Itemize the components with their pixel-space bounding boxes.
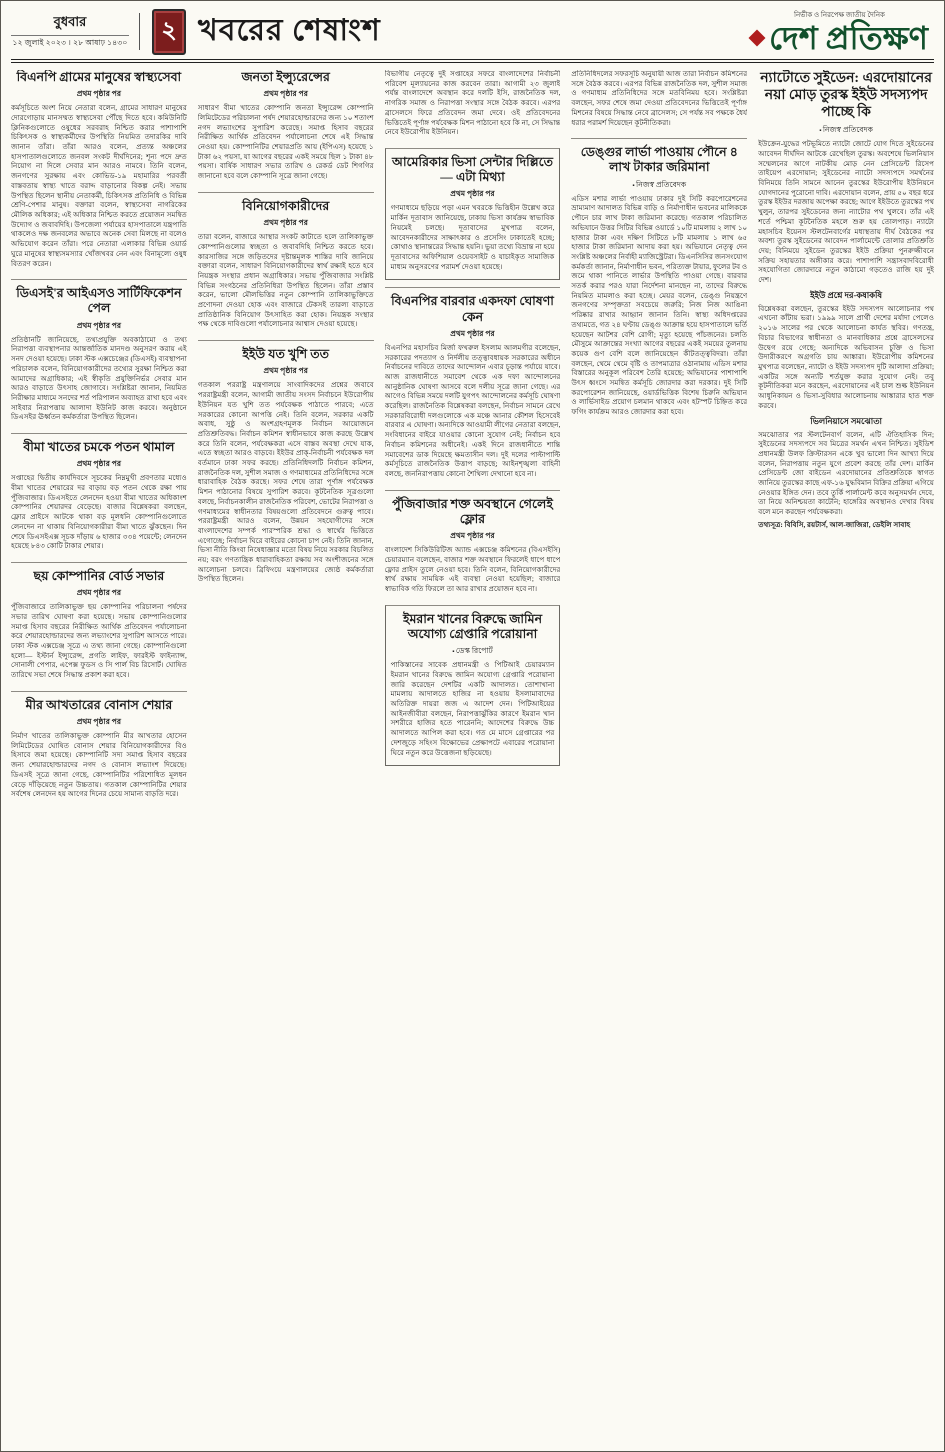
continued-from-label: প্রথম পৃষ্ঠার পর (263, 218, 308, 228)
article (385, 148, 561, 280)
date-block (11, 13, 140, 50)
article (385, 605, 561, 767)
article-headline: মীর আখতারের বোনাস শেয়ার (25, 697, 173, 712)
article-body: ইউক্রেন-যুদ্ধের পটভূমিতে ন্যাটো জোটে যোগ দিতে সুইডেনের আবেদন দীর্ঘদিন আটকে রেখেছিল তুরস্ক। অবশেষে ভিলনিয়াস সম্মেলনের আগে নাটকীয় মোড় নেন প্রেসিডেন্ট রিসেপ তাইয়েপ এরদোয়ান; সুইডেনের ন্যাটো সদস্যপদে সমর্থনের বিনিময়ে তিনি সামনে আনেন তুরস্কের ইউরোপীয় ইউনিয়নে যোগদানের পুরোনো দাবি। এরদোয়ান বলেন, প্রায় ৫০ বছর ধরে তুরস্ক ইইউর দরজায় অপেক্ষা করছে; আগে ইইউতে তুরস্কের পথ খুলুন, তারপর সুইডেনের জন্য ন্যাটোর পথ খুলবে। তাঁর এই শর্তে পশ্চিমা কূটনৈতিক মহলে শুরু হয় তোলপাড়। ন্যাটো মহাসচিব ইয়েনস স্টলটেনবার্গের মধ্যস্থতায় দীর্ঘ বৈঠকের পর অবশ্য তুরস্ক সুইডেনের আবেদন পার্লামেন্টে তোলার প্রতিশ্রুতি দেয়; বিনিময়ে সুইডেন তুরস্কের ইইউ প্রক্রিয়া পুনরুজ্জীবনে সক্রিয় সহায়তার অঙ্গীকার করে। পাশাপাশি সন্ত্রাসবাদবিরোধী সহযোগিতা জোরদারে নতুন কাঠামো গড়তেও রাজি হয় দুই দেশ। (758, 140, 934, 285)
article-subhead: ভিলনিয়াসে সমঝোতা (810, 416, 882, 426)
column-4 (571, 70, 747, 1442)
article-columns (11, 70, 934, 1442)
column-1 (11, 70, 187, 1442)
continued-from-label: প্রথম পৃষ্ঠার পর (76, 320, 122, 330)
article-headline: বিএনপি গ্রামের মানুষের স্বাস্থ্যসেবা (16, 70, 182, 84)
section-title: খবরের শেষাংশ (198, 14, 381, 47)
article-body: বিএনপির মহাসচিব মির্জা ফখরুল ইসলাম আলমগীর বলেছেন, সরকারের পদত্যাগ ও নির্দলীয় তত্ত্বাবধায়ক সরকারের অধীনে নির্বাচনের দাবিতে তাদের আন্দোলন এবার চূড়ান্ত পর্যায়ে যাবে। আজ রাজধানীতে সমাবেশ থেকে এক দফা আন্দোলনের আনুষ্ঠানিক ঘোষণা আসবে বলে দলীয় সূত্রে জানা গেছে। এর আগেও বিভিন্ন সময়ে দলটি যুগপৎ আন্দোলনের কর্মসূচি ঘোষণা করেছিল। রাজনৈতিক বিশ্লেষকরা বলছেন, নির্বাচন সামনে রেখে সরকারবিরোধী দলগুলোকে এক মঞ্চে আনার কৌশল হিসেবেই বারবার এ ঘোষণা। অন্যদিকে আওয়ামী লীগের নেতারা বলছেন, সংবিধানের বাইরে যাওয়ার কোনো সুযোগ নেই; নির্বাচন হবে নির্বাচন কমিশনের অধীনেই। একই দিনে রাজধানীতে শান্তি সমাবেশের ডাক দিয়েছে ক্ষমতাসীন দল। দুই দলের পাল্টাপাল্টি কর্মসূচিতে রাজনৈতিক উত্তাপ বাড়ছে; আইনশৃঙ্খলা বাহিনী বলছে, জননিরাপত্তায় কোনো শৈথিল্য দেখানো হবে না। (384, 343, 561, 478)
article (198, 192, 374, 333)
article-byline: ▪ ডেস্ক রিপোর্ট (391, 645, 555, 658)
article-headline: ডিএসই'র আইএসও সার্টিফিকেশন পেল (16, 286, 182, 316)
article-body: পুঁজিবাজারে তালিকাভুক্ত ছয় কোম্পানির পরিচালনা পর্ষদের সভার তারিখ ঘোষণা করা হয়েছে। সভায় কোম্পানিগুলোর সমাপ্ত হিসাব বছরের নিরীক্ষিত আর্থিক প্রতিবেদন পর্যালোচনা করে শেয়ারহোল্ডারদের জন্য লভ্যাংশের সুপারিশ আসতে পারে। ঢাকা স্টক এক্সচেঞ্জ সূত্রে এ তথ্য জানা গেছে। কোম্পানিগুলো হলো— ইস্টার্ন ইন্স্যুরেন্স, প্রগতি লাইফ, ফারইস্ট ফাইন্যান্স, সোনালী পেপার, এপেক্স ফুডস ও সি পার্ল বিচ রিসোর্ট। ঘোষিত তারিখে সভা শেষে সিদ্ধান্ত প্রকাশ করা হবে। (11, 603, 187, 680)
article-subhead: ইইউ প্রশ্নে দর-কষাকষি (810, 290, 883, 300)
article-continuation (385, 70, 561, 141)
article-byline: ▪ নিজস্ব প্রতিবেদক (758, 124, 934, 137)
masthead (751, 9, 934, 54)
page-number: ২ (161, 17, 177, 44)
article (11, 279, 187, 426)
article-headline: ছয় কোম্পানির বোর্ড সভার (33, 568, 165, 583)
continued-from-label: প্রথম পৃষ্ঠার পর (76, 588, 122, 598)
masthead-title (751, 22, 928, 54)
page-header (11, 7, 934, 63)
article-headline: ইমরান খানের বিরুদ্ধে জামিন অযোগ্য গ্রেপ্তারি পরোয়ানা (402, 611, 543, 641)
article-headline: ইইউ যত খুশি তত (242, 347, 330, 362)
article-body: সাধারণ বীমা খাতের কোম্পানি জনতা ইন্স্যুরেন্স কোম্পানি লিমিটেডের পরিচালনা পর্ষদ শেয়ারহোল্ডারদের জন্য ১০ শতাংশ নগদ লভ্যাংশের সুপারিশ করেছে। সমাপ্ত হিসাব বছরের নিরীক্ষিত আর্থিক প্রতিবেদন পর্যালোচনা শেষে এই সিদ্ধান্ত নেওয়া হয়। কোম্পানিটির শেয়ারপ্রতি আয় (ইপিএস) হয়েছে ১ টাকা ৬২ পয়সা, যা আগের বছরের একই সময়ে ছিল ১ টাকা ৪৮ পয়সা। বার্ষিক সাধারণ সভার তারিখ ও রেকর্ড ডেট শিগগির জানানো হবে বলে কোম্পানি সূত্রে জানা গেছে। (197, 104, 374, 181)
continued-from-label: প্রথম পৃষ্ঠার পর (76, 459, 122, 469)
article-headline: ন্যাটোতে সুইডেন: এরদোয়ানের নয়া মোড় তুরস্ক ইইউ সদস্যপদ পাচ্ছে কি (760, 71, 932, 121)
date-label: ১২ জুলাই ২০২৩ । ২৮ আষাঢ় ১৪৩০ (12, 38, 128, 47)
column-5 (758, 70, 934, 1442)
article-body: এডিস মশার লার্ভা পাওয়ায় ঢাকার দুই সিটি করপোরেশনের ভ্রাম্যমাণ আদালত বিভিন্ন বাড়ি ও নির্মাণাধীন ভবনের মালিককে পৌনে চার লাখ টাকা জরিমানা করেছে। গতকাল পরিচালিত অভিযানে উত্তর সিটির বিভিন্ন ওয়ার্ডে ১০টি মামলায় ২ লাখ ১০ হাজার টাকা এবং দক্ষিণ সিটিতে ৮টি মামলায় ১ লাখ ৬৫ হাজার টাকা জরিমানা আদায় করা হয়। অভিযানে নেতৃত্ব দেন সংশ্লিষ্ট অঞ্চলের নির্বাহী ম্যাজিস্ট্রেটরা। ডিএনসিসির জনসংযোগ কর্মকর্তা জানান, নির্মাণাধীন ভবন, পরিত্যক্ত টায়ার, ফুলের টব ও জমে থাকা পানিতে লার্ভার উপস্থিতি পাওয়া গেছে। বারবার সতর্ক করার পরও যারা নির্দেশনা মানছেন না, তাদের বিরুদ্ধে নিয়মিত মামলাও করা হচ্ছে। মেয়র বলেন, ডেঙ্গু নিয়ন্ত্রণে জনগণের সম্পৃক্ততা সবচেয়ে জরুরি; নিজ নিজ আঙিনা পরিষ্কার রাখার আহ্বান জানান তিনি। স্বাস্থ্য অধিদপ্তরের তথ্যমতে, গত ২৪ ঘণ্টায় ডেঙ্গু আক্রান্ত হয়ে হাসপাতালে ভর্তি হয়েছেন আটশর বেশি রোগী; মৃত্যু হয়েছে পাঁচজনের। চলতি মৌসুমে আক্রান্তের সংখ্যা আগের বছরের একই সময়ের তুলনায় কয়েক গুণ বেশি বলে জানিয়েছেন কীটতত্ত্ববিদরা। তাঁরা বলছেন, থেমে থেমে বৃষ্টি ও তাপমাত্রার ওঠানামায় এডিস মশার বিস্তারের অনুকূল পরিবেশ তৈরি হয়েছে; অভিযানের পাশাপাশি উৎস ধ্বংসে সমন্বিত কর্মসূচি জোরদার করা দরকার। দুই সিটি করপোরেশন জানিয়েছে, ওয়ার্ডভিত্তিক বিশেষ চিরুনি অভিযান ও লার্ভিসাইড প্রয়োগ চলমান থাকবে এবং হটস্পট চিহ্নিত করে ফগিং কার্যক্রম আরও জোরদার করা হবে। (571, 194, 748, 417)
continued-from-label: প্রথম পৃষ্ঠার পর (76, 89, 122, 99)
article-body: সমঝোতার পর স্টলটেনবার্গ বলেন, এটি ঐতিহাসিক দিন; সুইডেনের সদস্যপদে সব মিত্রের সমর্থন এখন নিশ্চিত। সুইডিশ প্রধানমন্ত্রী উলফ ক্রিস্টারসন একে খুব ভালো দিন আখ্যা দিয়ে বলেন, নিরাপত্তায় নতুন যুগে প্রবেশ করছে তাঁর দেশ। মার্কিন প্রেসিডেন্ট জো বাইডেন এরদোয়ানের প্রতিশ্রুতিকে স্বাগত জানিয়ে তুরস্কের কাছে এফ-১৬ যুদ্ধবিমান বিক্রির প্রক্রিয়া এগিয়ে নেওয়ার ইঙ্গিত দেন। তবে তুর্কি পার্লামেন্ট কবে অনুসমর্থন দেবে, তা নিয়ে অনিশ্চয়তা কাটেনি; হাঙ্গেরির অবস্থানও দেখার বিষয় বলে মনে করছেন পর্যবেক্ষকরা। (758, 430, 934, 517)
continued-from-label: প্রথম পৃষ্ঠার পর (76, 717, 122, 727)
article-body: নির্মাণ খাতের তালিকাভুক্ত কোম্পানি মীর আখতার হোসেন লিমিটেডের ঘোষিত বোনাস শেয়ার বিনিয়োগকারীদের বিও হিসাবে জমা হয়েছে। কোম্পানিটি সদ্য সমাপ্ত হিসাব বছরের জন্য শেয়ারহোল্ডারদের নগদ ও বোনাস লভ্যাংশ দিয়েছে। ডিএসই সূত্রে জানা গেছে, কোম্পানিটির পরিশোধিত মূলধন বেড়ে দাঁড়িয়েছে নতুন উচ্চতায়। গতকাল কোম্পানিটির শেয়ার সর্বশেষ লেনদেন হয় আগের দিনের চেয়ে সামান্য বাড়তি দরে। (11, 732, 187, 799)
article-headline: বিএনপির বারবার একদফা ঘোষণা কেন (391, 294, 554, 324)
article (758, 70, 934, 531)
article (11, 691, 187, 803)
masthead-tagline: নির্ভীক ও নিরপেক্ষ জাতীয় দৈনিক (793, 11, 885, 19)
article-headline: পুঁজিবাজার শক্ত অবস্থানে গেলেই ফ্লোর (392, 496, 553, 526)
article-body: কর্মসূচিতে অংশ নিয়ে নেতারা বলেন, গ্রামের সাধারণ মানুষের দোরগোড়ায় মানসম্মত স্বাস্থ্যসেবা পৌঁছে দিতে হবে। কমিউনিটি ক্লিনিকগুলোতে ওষুধের সরবরাহ নিশ্চিত করার পাশাপাশি চিকিৎসক ও স্বাস্থ্যকর্মীদের উপস্থিতি নিয়মিত তদারকির দাবি জানান তাঁরা। তাঁরা আরও বলেন, প্রত্যন্ত অঞ্চলের হাসপাতালগুলোতে জনবল সংকট দীর্ঘদিনের; শূন্য পদে দ্রুত নিয়োগ না দিলে সেবার মান আরও নামবে। তিনি বলেন, জনগণের সুরক্ষায় এবং কোভিড-১৯ মহামারির পরবর্তী বাস্তবতায় স্বাস্থ্য খাতে বরাদ্দ বাড়ানোর বিকল্প নেই। সভায় উপস্থিত ছিলেন স্থানীয় নেতাকর্মী, চিকিৎসক প্রতিনিধি ও বিভিন্ন শ্রেণি-পেশার মানুষ। বক্তারা বলেন, স্বাস্থ্যসেবা নাগরিকের মৌলিক অধিকার; এই অধিকার নিশ্চিত করতে প্রয়োজন সমন্বিত উদ্যোগ ও জবাবদিহি। উপজেলা পর্যায়ের হাসপাতালে যন্ত্রপাতি থাকলেও দক্ষ জনবলের অভাবে অনেক সেবা মিলছে না বলেও অভিযোগ করেন তাঁরা। পরে নেতারা এলাকার বিভিন্ন ওয়ার্ড ঘুরে মানুষের স্বাস্থ্যসমস্যার খোঁজখবর নেন এবং বিনামূল্যে ওষুধ বিতরণ করেন। (11, 104, 187, 268)
source-line: তথ্যসূত্র: বিবিসি, রয়টার্স, আল-জাজিরা, ডেইলি সাবাহ (758, 520, 911, 529)
continued-from-label: প্রথম পৃষ্ঠার পর (450, 531, 495, 541)
article (198, 340, 374, 588)
article-byline: ▪ নিজস্ব প্রতিবেদক (571, 179, 747, 192)
continued-from-label: প্রথম পৃষ্ঠার পর (450, 328, 495, 338)
article-continuation (571, 70, 747, 131)
article-body: সপ্তাহের দ্বিতীয় কার্যদিবসে সূচকের নিম্নমুখী প্রবণতার মধ্যেও বীমা খাতের শেয়ারের দর বাড়ায় বড় পতন থেকে রক্ষা পায় পুঁজিবাজার। ডিএসইতে লেনদেন হওয়া বীমা খাতের অধিকাংশ কোম্পানির শেয়ারদর বেড়েছে। বাজার বিশ্লেষকরা বলছেন, ফ্লোর প্রাইসে আটকে থাকা বড় মূলধনি কোম্পানিগুলোতে লেনদেন না থাকায় বিনিয়োগকারীরা বীমা খাতে ঝুঁকছেন। দিন শেষে ডিএসইএক্স সূচক দাঁড়ায় ৬ হাজার ৩৩৪ পয়েন্টে; লেনদেন হয়েছে ৮৪৩ কোটি টাকার শেয়ার। (11, 474, 187, 551)
masthead-logo-icon (748, 30, 765, 47)
article (571, 138, 747, 421)
article-headline: বিনিয়োগকারীদের (242, 198, 330, 213)
article (11, 70, 187, 272)
weekday-label: বুধবার (11, 13, 129, 36)
article (198, 70, 374, 185)
article (385, 287, 561, 482)
article-body: বাংলাদেশ সিকিউরিটিজ অ্যান্ড এক্সচেঞ্জ কমিশনের (বিএসইসি) চেয়ারম্যান বলেছেন, বাজার শক্ত অবস্থানে ফিরলেই ধাপে ধাপে ফ্লোর প্রাইস তুলে নেওয়া হবে। তিনি বলেন, বিনিয়োগকারীদের স্বার্থ রক্ষায় সাময়িক এই ব্যবস্থা নেওয়া হয়েছিল; বাজারে স্বাভাবিক গতি ফিরলে তা আর রাখার প্রয়োজন হবে না। (384, 546, 561, 593)
article-body: প্রতিনিধিদলের সফরসূচি অনুযায়ী আজ তারা নির্বাচন কমিশনের সঙ্গে বৈঠক করবে। এরপর বিভিন্ন রাজনৈতিক দল, সুশীল সমাজ ও গণমাধ্যম প্রতিনিধিদের সঙ্গে মতবিনিময় হবে। সংশ্লিষ্টরা বলছেন, সফর শেষে জমা দেওয়া প্রতিবেদনের ভিত্তিতেই পূর্ণাঙ্গ মিশনের বিষয়ে সিদ্ধান্ত নেবে ব্রাসেলস; সে পর্যন্ত সব পক্ষকে ধৈর্য ধরার পরামর্শ দিয়েছেন কূটনীতিকরা। (571, 70, 748, 127)
article-headline: আমেরিকার ভিসা সেন্টার দিল্লিতে— এটা মিথ্যা (391, 154, 554, 185)
continued-from-label: প্রথম পৃষ্ঠার পর (263, 89, 308, 99)
article-headline: বীমা খাতের চমকে পতন থামাল (23, 440, 175, 455)
article (11, 562, 187, 684)
continued-from-label: প্রথম পৃষ্ঠার পর (263, 366, 308, 376)
article-body: গতকাল পররাষ্ট্র মন্ত্রণালয়ে সাংবাদিকদের প্রশ্নের জবাবে পররাষ্ট্রমন্ত্রী বলেন, আগামী জাতীয় সংসদ নির্বাচনে ইউরোপীয় ইউনিয়ন যত খুশি তত পর্যবেক্ষক পাঠাতে পারবে; এতে সরকারের কোনো আপত্তি নেই। তিনি বলেন, সরকার একটি অবাধ, সুষ্ঠু ও অংশগ্রহণমূলক নির্বাচন আয়োজনে প্রতিশ্রুতিবদ্ধ। নির্বাচন কমিশন স্বাধীনভাবে কাজ করছে উল্লেখ করে তিনি বলেন, পর্যবেক্ষকরা এসে বাস্তব অবস্থা দেখে যাক, এতে স্বচ্ছতা আরও বাড়বে। ইইউর প্রাক্-নির্বাচনী পর্যবেক্ষক দল বর্তমানে ঢাকা সফর করছে। প্রতিনিধিদলটি নির্বাচন কমিশন, রাজনৈতিক দল, সুশীল সমাজ ও গণমাধ্যমের প্রতিনিধিদের সঙ্গে ধারাবাহিক বৈঠক করছে। সফর শেষে তারা পূর্ণাঙ্গ পর্যবেক্ষক মিশন পাঠানোর বিষয়ে সুপারিশ করবে। কূটনৈতিক সূত্রগুলো বলছে, নির্বাচনকালীন রাজনৈতিক পরিবেশ, ভোটের নিরাপত্তা ও গণমাধ্যমের স্বাধীনতার বিষয়গুলো প্রতিবেদনে গুরুত্ব পাবে। পররাষ্ট্রমন্ত্রী আরও বলেন, উন্নয়ন সহযোগীদের সঙ্গে বাংলাদেশের সম্পর্ক পারস্পরিক শ্রদ্ধা ও স্বার্থের ভিত্তিতে এগোচ্ছে; নির্বাচন ঘিরে বাইরের কোনো চাপ নেই। তিনি জানান, ভিসা নীতি কিংবা নিষেধাজ্ঞার মতো বিষয় নিয়ে সরকার বিচলিত নয়; বরং গণতান্ত্রিক ধারাবাহিকতা রক্ষায় সব অংশীজনের সঙ্গে আলোচনা চলবে। ব্রিফিংয়ে মন্ত্রণালয়ের জ্যেষ্ঠ কর্মকর্তারা উপস্থিত ছিলেন। (197, 381, 374, 584)
article-body: বিভাগীয় নেতৃত্বে দুই সপ্তাহের সফরে বাংলাদেশের নির্বাচনী পরিবেশ মূল্যায়নের কাজ করবেন তারা। আগামী ২৩ জুলাই পর্যন্ত বাংলাদেশে অবস্থান করে দলটি ইসি, রাজনৈতিক দল, নাগরিক সমাজ ও নিরাপত্তা সংস্থার সঙ্গে বৈঠক করবে। এরপর ব্রাসেলসে ফিরে প্রতিবেদন জমা দেবে। ওই প্রতিবেদনের ভিত্তিতেই পূর্ণাঙ্গ পর্যবেক্ষক মিশন পাঠানো হবে কি না, সে সিদ্ধান্ত নেবে ইউরোপীয় ইউনিয়ন। (384, 70, 561, 137)
article (11, 433, 187, 555)
article (385, 490, 561, 598)
column-2 (198, 70, 374, 1442)
article-headline: ডেঙ্গুর লার্ভা পাওয়ায় পৌনে ৪ লাখ টাকার জরিমানা (580, 145, 738, 175)
continued-from-label: প্রথম পৃষ্ঠার পর (450, 189, 495, 199)
article-body: পাকিস্তানের সাবেক প্রধানমন্ত্রী ও পিটিআই চেয়ারম্যান ইমরান খানের বিরুদ্ধে জামিন অযোগ্য গ্রেপ্তারি পরোয়ানা জারি করেছেন দেশটির একটি আদালত। তোশাখানা মামলায় আদালতে হাজির না হওয়ায় ইসলামাবাদের অতিরিক্ত দায়রা জজ এ আদেশ দেন। পিটিআইয়ের আইনজীবীরা বলছেন, নিরাপত্তাঝুঁকির কারণে ইমরান খান সশরীরে হাজির হতে পারেননি; আদেশের বিরুদ্ধে উচ্চ আদালতে আপিল করা হবে। গত মে মাসে গ্রেপ্তারের পর দেশজুড়ে সহিংস বিক্ষোভের প্রেক্ষাপটে এবারের পরোয়ানা ঘিরে নতুন করে উত্তেজনা ছড়িয়েছে। (390, 661, 555, 757)
article-body: তারা বলেন, বাজারে আস্থার সংকট কাটাতে হলে তালিকাভুক্ত কোম্পানিগুলোর স্বচ্ছতা ও জবাবদিহি নিশ্চিত করতে হবে। কারসাজির সঙ্গে জড়িতদের দৃষ্টান্তমূলক শাস্তির দাবি জানিয়ে বক্তারা বলেন, সাধারণ বিনিয়োগকারীদের স্বার্থ রক্ষাই হতে হবে নিয়ন্ত্রক সংস্থার প্রধান অগ্রাধিকার। সভায় পুঁজিবাজার সংশ্লিষ্ট বিভিন্ন সংগঠনের প্রতিনিধিরা উপস্থিত ছিলেন। তাঁরা প্রস্তাব করেন, ভালো মৌলভিত্তির নতুন কোম্পানি তালিকাভুক্তিতে প্রণোদনা দেওয়া হোক এবং বাজারে টেকসই তারল্য বাড়াতে প্রাতিষ্ঠানিক বিনিয়োগ উৎসাহিত করা হোক। নিয়ন্ত্রক সংস্থার পক্ষ থেকে দাবিগুলো পর্যালোচনার আশ্বাস দেওয়া হয়েছে। (197, 233, 374, 329)
article-body: গণমাধ্যমে ছড়িয়ে পড়া এমন খবরকে ভিত্তিহীন উল্লেখ করে মার্কিন দূতাবাস জানিয়েছে, ঢাকায় ভিসা কার্যক্রম স্বাভাবিক নিয়মেই চলছে। দূতাবাসের মুখপাত্র বলেন, আবেদনকারীদের সাক্ষাৎকার ও প্রসেসিং ঢাকাতেই হচ্ছে; কোথাও স্থানান্তরের সিদ্ধান্ত হয়নি। ভুয়া তথ্যে বিভ্রান্ত না হয়ে দূতাবাসের অফিশিয়াল ওয়েবসাইট ও যাচাইকৃত সামাজিক মাধ্যম অনুসরণের পরামর্শ দেওয়া হয়েছে। (390, 204, 555, 271)
column-3 (385, 70, 561, 1442)
article-body: প্রতিষ্ঠানটি জানিয়েছে, তথ্যপ্রযুক্তি অবকাঠামো ও তথ্য নিরাপত্তা ব্যবস্থাপনার আন্তর্জাতিক মানদণ্ড অনুসরণ করায় এই সনদ দেওয়া হয়েছে। ঢাকা স্টক এক্সচেঞ্জের (ডিএসই) ব্যবস্থাপনা পরিচালক বলেন, বিনিয়োগকারীদের তথ্যের সুরক্ষা নিশ্চিত করা আমাদের অগ্রাধিকার; এই স্বীকৃতি প্রযুক্তিনির্ভর সেবার মান আরও বাড়াতে উৎসাহ জোগাবে। সংশ্লিষ্টরা জানান, নিয়মিত নিরীক্ষার মাধ্যমে সনদের শর্ত পরিপালন অব্যাহত রাখা হবে এবং সাইবার নিরাপত্তায় আলাদা ইউনিট কাজ করবে। অনুষ্ঠানে ডিএসইর ঊর্ধ্বতন কর্মকর্তারা উপস্থিত ছিলেন। (11, 335, 187, 422)
article-headline: জনতা ইন্স্যুরেন্সের (241, 70, 330, 84)
page-number-badge (152, 9, 186, 55)
article-body: বিশ্লেষকরা বলছেন, তুরস্কের ইইউ সদস্যপদ আলোচনার পথ এখনো কাঁটায় ভরা। ১৯৯৯ সালে প্রার্থী দেশের মর্যাদা পেলেও ২০১৬ সালের পর থেকে আলোচনা কার্যত স্থবির। গণতন্ত্র, বিচার বিভাগের স্বাধীনতা ও মানবাধিকার প্রশ্নে ব্রাসেলসের উদ্বেগ রয়ে গেছে; অন্যদিকে অভিবাসন চুক্তি ও ভিসা উদারীকরণে অগ্রগতি চায় আঙ্কারা। ইউরোপীয় কমিশনের মুখপাত্র বলেছেন, ন্যাটো ও ইইউ সদস্যপদ দুটি আলাদা প্রক্রিয়া; একটির সঙ্গে অন্যটি শর্তযুক্ত করার সুযোগ নেই। তবু কূটনীতিকরা মনে করছেন, এরদোয়ানের এই চাল শুল্ক ইউনিয়ন আধুনিকায়ন ও ভিসা-সুবিধার আলোচনায় আঙ্কারার হাত শক্ত করবে। (758, 304, 934, 410)
masthead-name: দেশ প্রতিক্ষণ (768, 20, 928, 56)
